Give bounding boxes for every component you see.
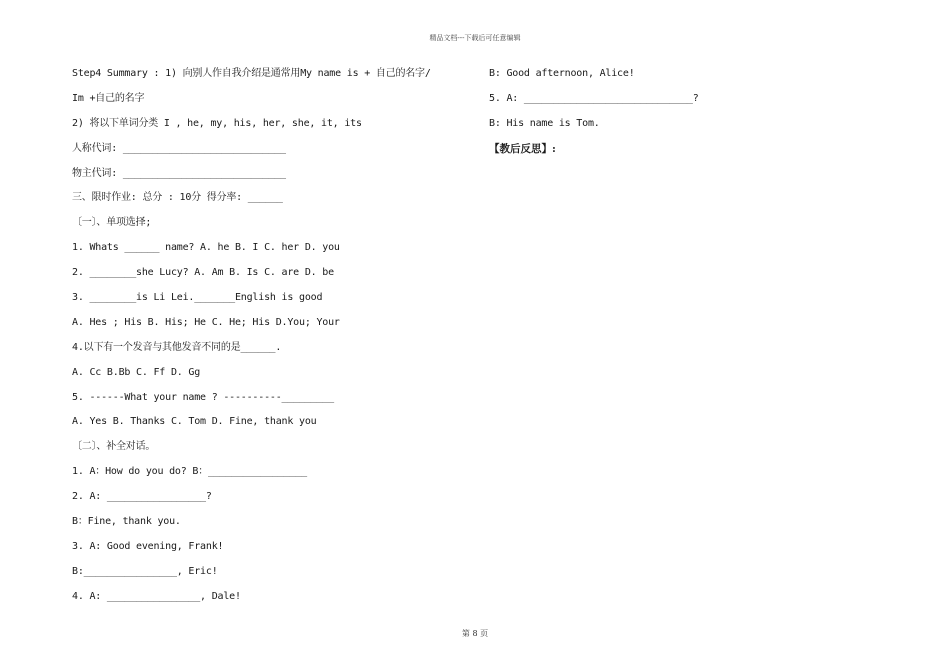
page-header: 精品文档---下载后可任意编辑 [429,34,521,42]
page-footer: 第 8 页 [461,629,489,638]
reflection-heading: 【教后反思】: [489,142,556,155]
section-heading: 三、限时作业: 总分 : 10分 得分率: ______ [72,192,283,204]
question-line: 5. ------What your name ? ----------_________ [72,391,334,403]
dialogue-line: 2. A: _________________? [72,491,212,503]
dialogue-line: 5. A: _____________________________? [489,92,699,104]
answer-options: A. Yes B. Thanks C. Tom D. Fine, thank you [72,416,317,428]
text-line: 2) 将以下单词分类 I , he, my, his, her, she, it, its [72,117,362,129]
subsection-heading: 〔一〕、单项选择; [72,217,152,229]
question-line: 3. ________is Li Lei._______English is good [72,292,323,304]
text-line: 人称代词: ____________________________ [72,142,286,154]
dialogue-line: 4. A: ________________, Dale! [72,590,241,602]
right-column [489,62,889,162]
question-line: 2. ________she Lucy? A. Am B. Is C. are D. be [72,267,334,279]
dialogue-line: B: Good afternoon, Alice! [489,68,635,79]
dialogue-line: B: His name is Tom. [489,117,600,129]
dialogue-line: B:________________, Eric! [72,565,218,577]
dialogue-line: 1. A：How do you do? B：_________________ [72,466,307,478]
text-line: Step4 Summary : 1) 向别人作自我介绍是通常用My name is + 自己的名字/ [72,68,431,79]
dialogue-line: B：Fine, thank you. [72,516,181,528]
question-line: 4.以下有一个发音与其他发音不同的是______. [72,341,282,353]
question-line: 1. Whats ______ name? A. he B. I C. her D. you [72,242,340,254]
text-line: Im +自己的名字 [72,92,145,104]
answer-options: A. Hes ; His B. His; He C. He; His D.You; Your [72,316,340,328]
text-line: 物主代词: ____________________________ [72,167,286,179]
left-column [72,62,472,610]
subsection-heading: 〔二〕、补全对话。 [72,441,156,453]
dialogue-line: 3. A: Good evening, Frank! [72,540,224,552]
answer-options: A. Cc B.Bb C. Ff D. Gg [72,366,201,378]
